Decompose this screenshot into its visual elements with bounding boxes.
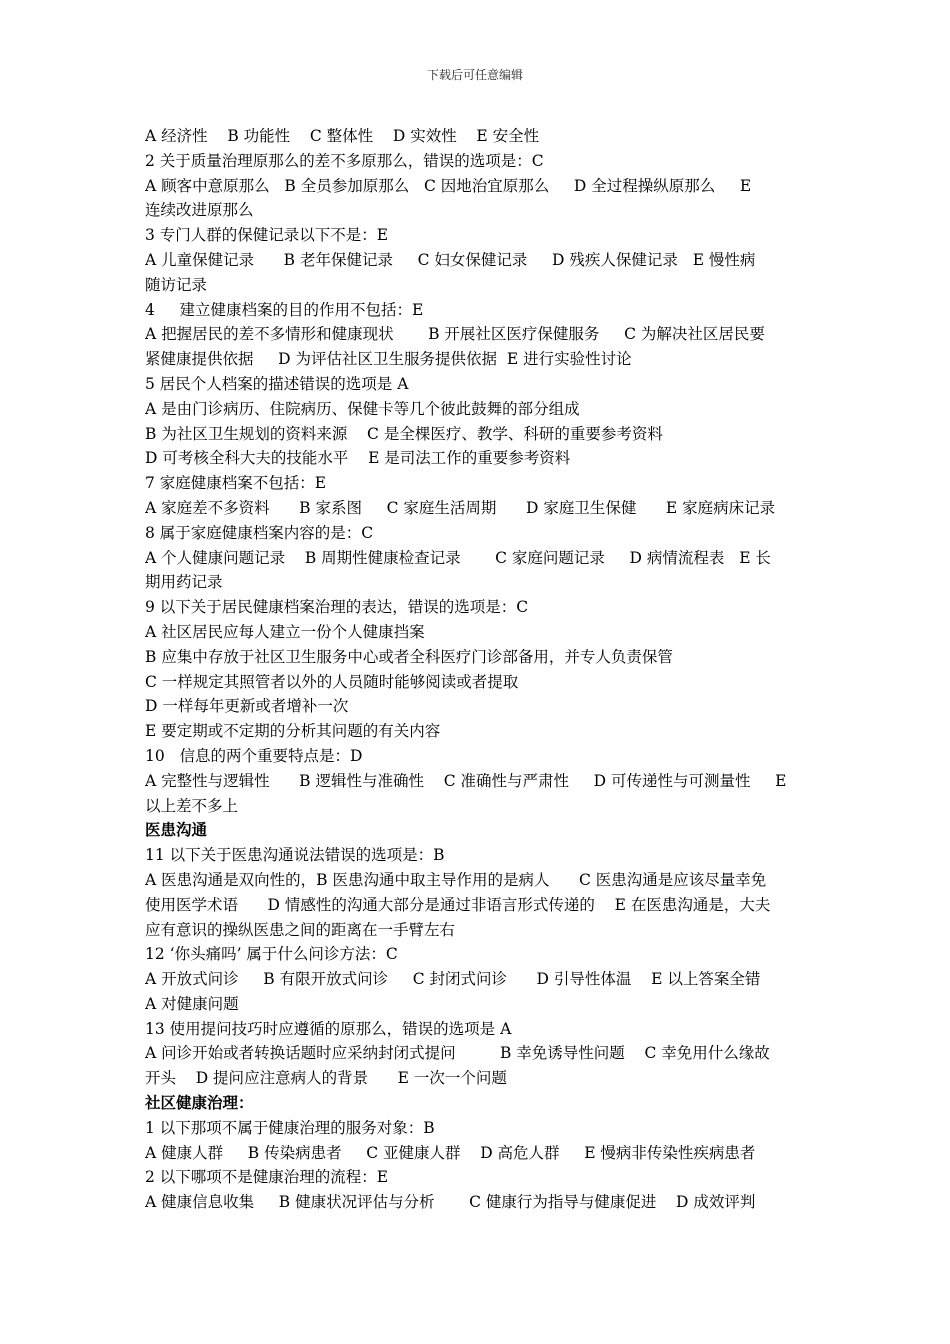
text-line: B 为社区卫生规划的资料来源 C 是全棵医疗、教学、科研的重要参考资料 — [145, 424, 663, 443]
text-line: A 医患沟通是双向性的，B 医患沟通中取主导作用的是病人 C 医患沟通是应该尽量幸免 — [145, 870, 767, 889]
text-line: A 经济性 B 功能性 C 整体性 D 实效性 E 安全性 — [145, 127, 540, 145]
text-line: 2 关于质量治理原那么的差不多原那么，错误的选项是：C — [145, 151, 544, 170]
text-line: 应有意识的操纵医患之间的距离在一手臂左右 — [145, 920, 456, 939]
text-line: A 社区居民应每人建立一份个人健康挡案 — [145, 622, 425, 641]
text-line: 以上差不多上 — [145, 796, 239, 815]
text-line: A 儿童保健记录 B 老年保健记录 C 妇女保健记录 D 残疾人保健记录 E 慢性病 — [145, 250, 756, 269]
text-line: A 健康信息收集 B 健康状况评估与分析 C 健康行为指导与健康促进 D 成效评判 — [145, 1193, 756, 1212]
text-line: 紧健康提供依据 D 为评估社区卫生服务提供依据 E 进行实验性讨论 — [145, 350, 632, 369]
text-line: 4 建立健康档案的目的作用不包括：E — [145, 300, 424, 319]
text-line: B 应集中存放于社区卫生服务中心或者全科医疗门诊部备用，并专人负责保管 — [145, 647, 673, 666]
text-line: A 个人健康问题记录 B 周期性健康检查记录 C 家庭问题记录 D 病情流程表 E 长 — [145, 548, 771, 567]
text-line: A 家庭差不多资料 B 家系图 C 家庭生活周期 D 家庭卫生保健 E 家庭病床记录 — [145, 498, 776, 517]
text-line: A 健康人群 B 传染病患者 C 亚健康人群 D 高危人群 E 慢病非传染性疾病患者 — [145, 1143, 756, 1162]
text-line: 连续改进原那么 — [145, 201, 254, 220]
section-heading: 医患沟通 — [145, 820, 208, 840]
text-line: 8 属于家庭健康档案内容的是：C — [145, 523, 374, 542]
text-line: 13 使用提问技巧时应遵循的原那么，错误的选项是 A — [145, 1019, 512, 1038]
text-line: 随访记录 — [145, 275, 208, 294]
text-line: 10 信息的两个重要特点是：D — [145, 746, 363, 765]
text-line: E 要定期或不定期的分析其问题的有关内容 — [145, 722, 441, 741]
text-line: 3 专门人群的保健记录以下不是：E — [145, 226, 389, 245]
text-line: A 对健康问题 — [145, 994, 239, 1013]
text-line: 使用医学术语 D 情感性的沟通大部分是通过非语言形式传递的 E 在医患沟通是，大夫 — [145, 895, 771, 914]
text-line: 7 家庭健康档案不包括：E — [145, 474, 327, 493]
section-heading: 社区健康治理： — [145, 1093, 254, 1113]
text-line: A 开放式问诊 B 有限开放式问诊 C 封闭式问诊 D 引导性体温 E 以上答案全错 — [145, 970, 761, 989]
text-line: D 可考核全科大夫的技能水平 E 是司法工作的重要参考资料 — [145, 449, 571, 468]
text-line: 2 以下哪项不是健康治理的流程：E — [145, 1168, 389, 1187]
text-line: A 完整性与逻辑性 B 逻辑性与准确性 C 准确性与严肃性 D 可传递性与可测量性 E — [145, 771, 787, 790]
text-line: 1 以下那项不属于健康治理的服务对象：B — [145, 1118, 435, 1137]
text-line: D 一样每年更新或者增补一次 — [145, 697, 349, 716]
text-line: A 是由门诊病历、住院病历、保健卡等几个彼此鼓舞的部分组成 — [145, 399, 580, 418]
text-line: 9 以下关于居民健康档案治理的表达，错误的选项是：C — [145, 598, 529, 617]
text-line: 期用药记录 — [145, 573, 223, 592]
text-line: A 把握居民的差不多情形和健康现状 B 开展社区医疗保健服务 C 为解决社区居民要 — [145, 325, 765, 344]
text-line: C 一样规定其照管者以外的人员随时能够阅读或者提取 — [145, 672, 519, 691]
text-line: A 问诊开始或者转换话题时应采纳封闭式提问 B 幸免诱导性问题 C 幸免用什么缘故 — [145, 1044, 770, 1063]
text-line: A 顾客中意原那么 B 全员参加原那么 C 因地治宜原那么 D 全过程操纵原那么 E — [145, 176, 752, 195]
text-line: 12 ‘你头痛吗’ 属于什么问诊方法：C — [145, 945, 398, 964]
text-line: 开头 D 提问应注意病人的背景 E 一次一个问题 — [145, 1069, 507, 1088]
text-line: 11 以下关于医患沟通说法错误的选项是：B — [145, 846, 445, 865]
text-line: 5 居民个人档案的描述错误的选项是 A — [145, 374, 409, 393]
document-body — [145, 124, 810, 1215]
page-header: 下载后可任意编辑 — [426, 68, 523, 82]
